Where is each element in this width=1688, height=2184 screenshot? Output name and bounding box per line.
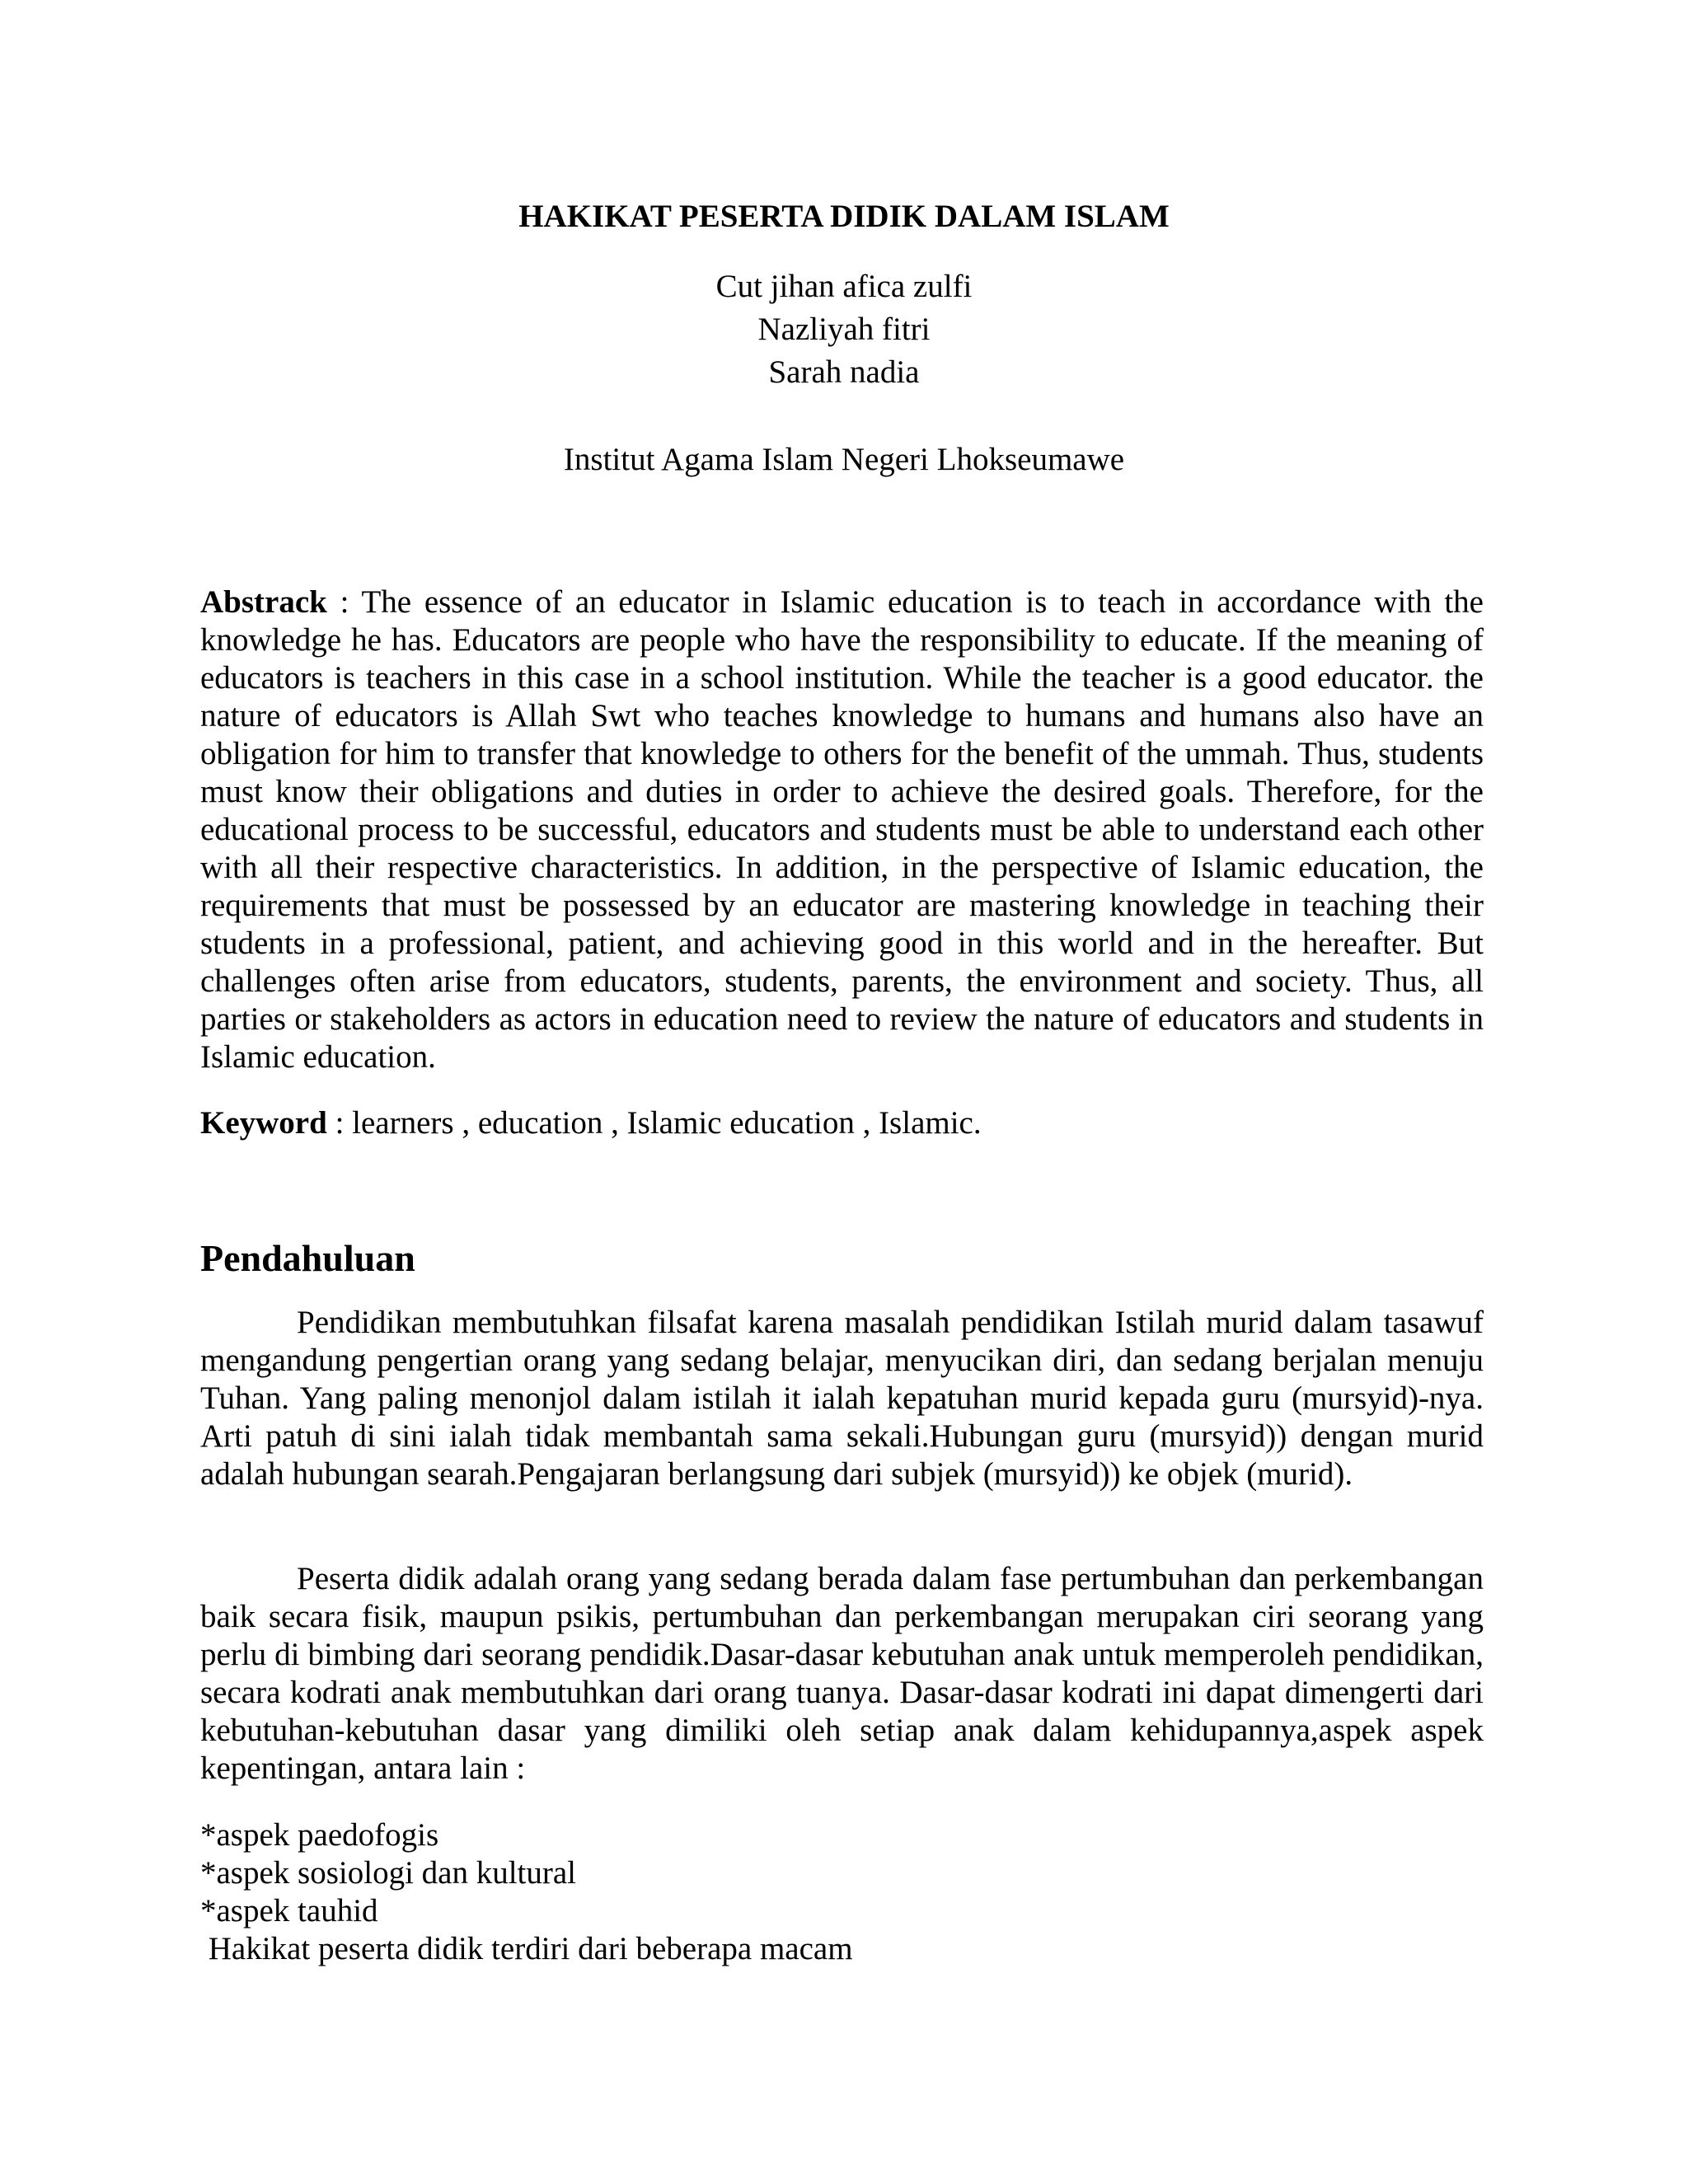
list-item: *aspek tauhid — [200, 1893, 378, 1929]
abstract-text: The essence of an educator in Islamic education is to teach in accordance with the knowledge he has. Educators are people who have the responsibility to educate. If the meaning of educators is teachers in this case in a school institution. While the teacher is a good educator. the nature of educators is Allah Swt who teaches knowledge to humans and humans also have an obligation for him to transfer that knowledge to others for the benefit of the ummah. Thus, students must know their obligations and duties in order to achieve the desired goals. Therefore, for the educational process to be successful, educators and students must be able to understand each other with all their respective characteristics. In addition, in the perspective of Islamic education, the requirements that must be possessed by an educator are mastering knowledge in teaching their students in a professional, patient, and achieving good in this world and in the hereafter. But challenges often arise from educators, students, parents, the environment and society. Thus, all parties or stakeholders as actors in education need to review the nature of educators and students in Islamic education. — [200, 584, 1484, 1075]
list-item: *aspek paedofogis — [200, 1817, 439, 1853]
keywords-label: Keyword — [200, 1105, 327, 1141]
keywords-text: learners , education , Islamic education , Islamic. — [352, 1105, 982, 1141]
author-name: Nazliyah fitri — [757, 312, 931, 347]
body-paragraph: Pendidikan membutuhkan filsafat karena masalah pendidikan Istilah murid dalam tasawuf mengandung pengertian orang yang sedang belajar, menyucikan diri, dan sedang berjalan menuju Tuhan. Yang paling menonjol dalam istilah it ialah kepatuhan murid kepada guru (mursyid)-nya. Arti patuh di sini ialah tidak membantah sama sekali.Hubungan guru (mursyid)) dengan murid adalah hubungan searah.Pengajaran berlangsung dari subjek (mursyid)) ke objek (murid). — [200, 1305, 1484, 1492]
keywords-separator: : — [326, 1105, 353, 1141]
author-name: Sarah nadia — [768, 354, 920, 390]
abstract-paragraph — [200, 583, 1484, 1076]
section-heading: Pendahuluan — [200, 1237, 415, 1279]
institution-name: Institut Agama Islam Negeri Lhokseumawe — [563, 442, 1125, 477]
list-item: *aspek sosiologi dan kultural — [200, 1855, 577, 1891]
keywords-line — [200, 1104, 1484, 1142]
abstract-label: Abstrack — [200, 584, 327, 620]
author-list — [0, 265, 1688, 394]
closing-line: Hakikat peserta didik terdiri dari beberapa macam — [200, 1931, 853, 1966]
author-name: Cut jihan afica zulfi — [715, 269, 973, 304]
aspect-list — [200, 1816, 853, 1968]
body-paragraph: Peserta didik adalah orang yang sedang berada dalam fase pertumbuhan dan perkembangan baik secara fisik, maupun psikis, pertumbuhan dan perkembangan merupakan ciri seorang yang perlu di bimbing dari seorang pendidik.Dasar-dasar kebutuhan anak untuk memperoleh pendidikan, secara kodrati anak membutuhkan dari orang tuanya. Dasar-dasar kodrati ini dapat dimengerti dari kebutuhan-kebutuhan dasar yang dimiliki oleh setiap anak dalam kehidupannya,aspek aspek kepentingan, antara lain : — [200, 1561, 1484, 1786]
abstract-separator: : — [326, 584, 362, 620]
paper-title: HAKIKAT PESERTA DIDIK DALAM ISLAM — [518, 199, 1170, 234]
